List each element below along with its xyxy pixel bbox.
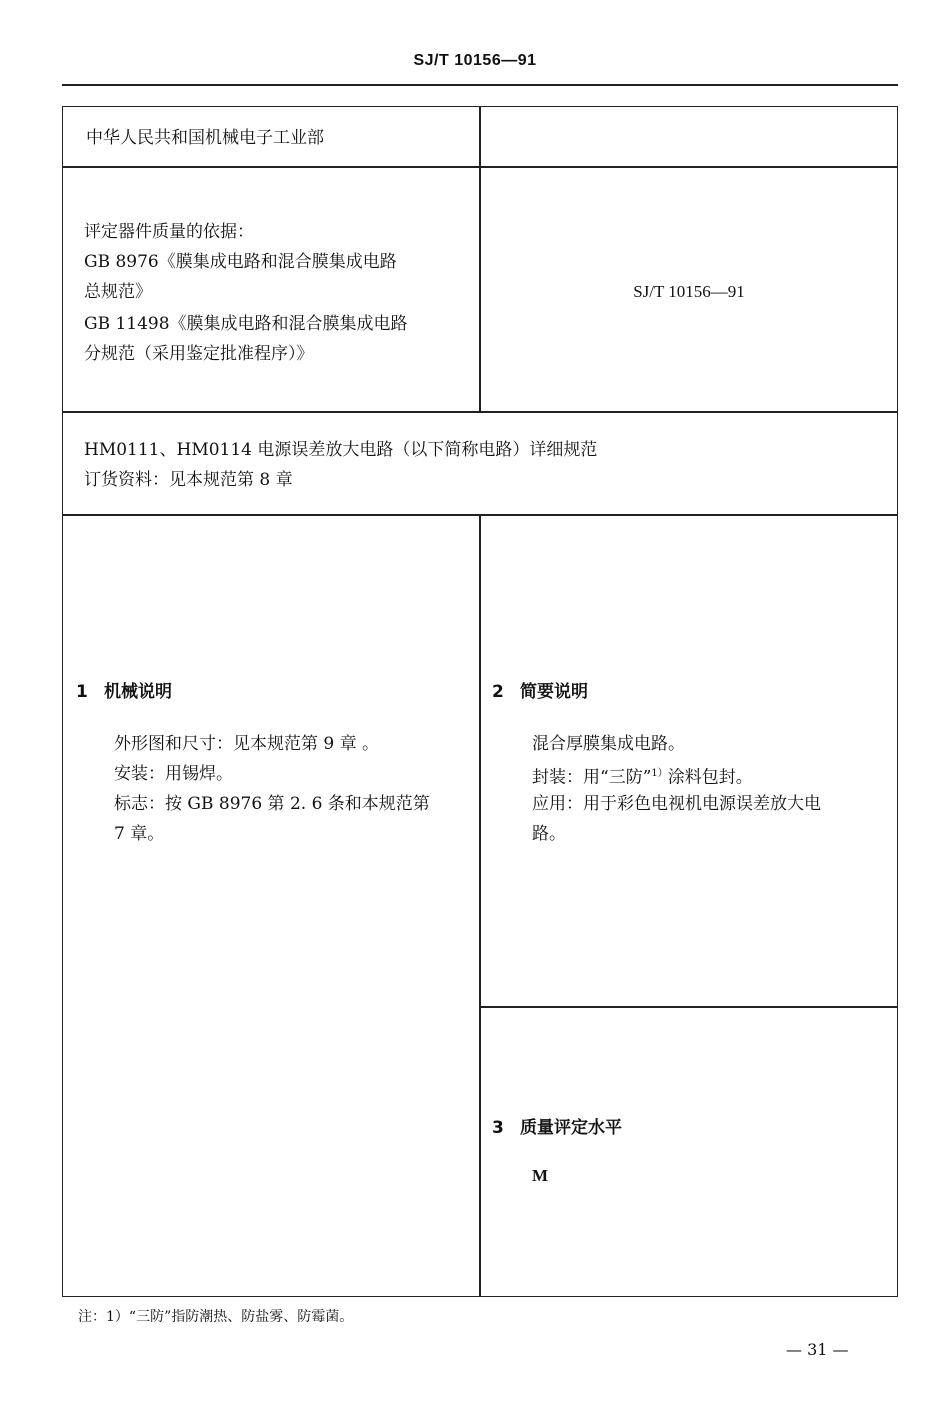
basis-line-1: 评定器件质量的依据：	[84, 222, 254, 242]
section-3-heading	[492, 1114, 622, 1142]
section-1-line-2: 安装：用锡焊。	[114, 764, 233, 784]
section-3-number: 3	[492, 1118, 504, 1138]
table-divider-bottom	[479, 514, 481, 1297]
section-1-line-4: 7 章。	[114, 824, 165, 844]
basis-line-2: GB 8976《膜集成电路和混合膜集成电路	[84, 252, 397, 272]
section-2-heading	[492, 678, 588, 706]
spec-title: HM0111、HM0114 电源误差放大电路（以下简称电路）详细规范	[84, 440, 598, 460]
issuer-name: 中华人民共和国机械电子工业部	[86, 128, 324, 148]
ordering-info: 订货资料：见本规范第 8 章	[84, 470, 293, 490]
document-number: SJ/T 10156—91	[633, 282, 745, 301]
page-header-code: SJ/T 10156—91	[413, 52, 537, 69]
table-row-line-1	[62, 166, 898, 168]
section-2-number: 2	[492, 682, 504, 702]
section-3-title: 质量评定水平	[520, 1118, 622, 1138]
basis-line-4: GB 11498《膜集成电路和混合膜集成电路	[84, 314, 408, 334]
basis-line-3: 总规范》	[84, 282, 152, 302]
page-number: — 31 —	[786, 1340, 849, 1359]
section-1-title: 机械说明	[104, 682, 172, 702]
basis-line-5: 分规范（采用鉴定批准程序）》	[84, 344, 314, 364]
section-2-line-4: 路。	[532, 824, 566, 844]
section-2-line-3: 应用：用于彩色电视机电源误差放大电	[532, 794, 821, 814]
section-2-line-1: 混合厚膜集成电路。	[532, 734, 685, 754]
section-2-line-2-suffix: 涂料包封。	[667, 767, 753, 788]
section-1-line-1: 外形图和尺寸：见本规范第 9 章 。	[114, 734, 380, 754]
section-2-line-2	[532, 760, 753, 792]
footnote: 注：1）“三防”指防潮热、防盐雾、防霉菌。	[78, 1309, 354, 1325]
section-2-line-2-prefix: 封装：用“三防”	[532, 767, 652, 788]
section-1-line-3: 标志：按 GB 8976 第 2. 6 条和本规范第	[114, 794, 430, 814]
table-row-line-2	[62, 411, 898, 413]
footnote-marker: 1）	[651, 768, 668, 779]
header-rule	[62, 84, 898, 86]
quality-level: M	[532, 1166, 549, 1185]
section-1-number: 1	[76, 682, 88, 702]
table-divider-top	[479, 106, 481, 412]
section-2-title: 简要说明	[520, 682, 588, 702]
section-1-heading	[76, 678, 172, 706]
table-row-line-4	[480, 1006, 898, 1008]
